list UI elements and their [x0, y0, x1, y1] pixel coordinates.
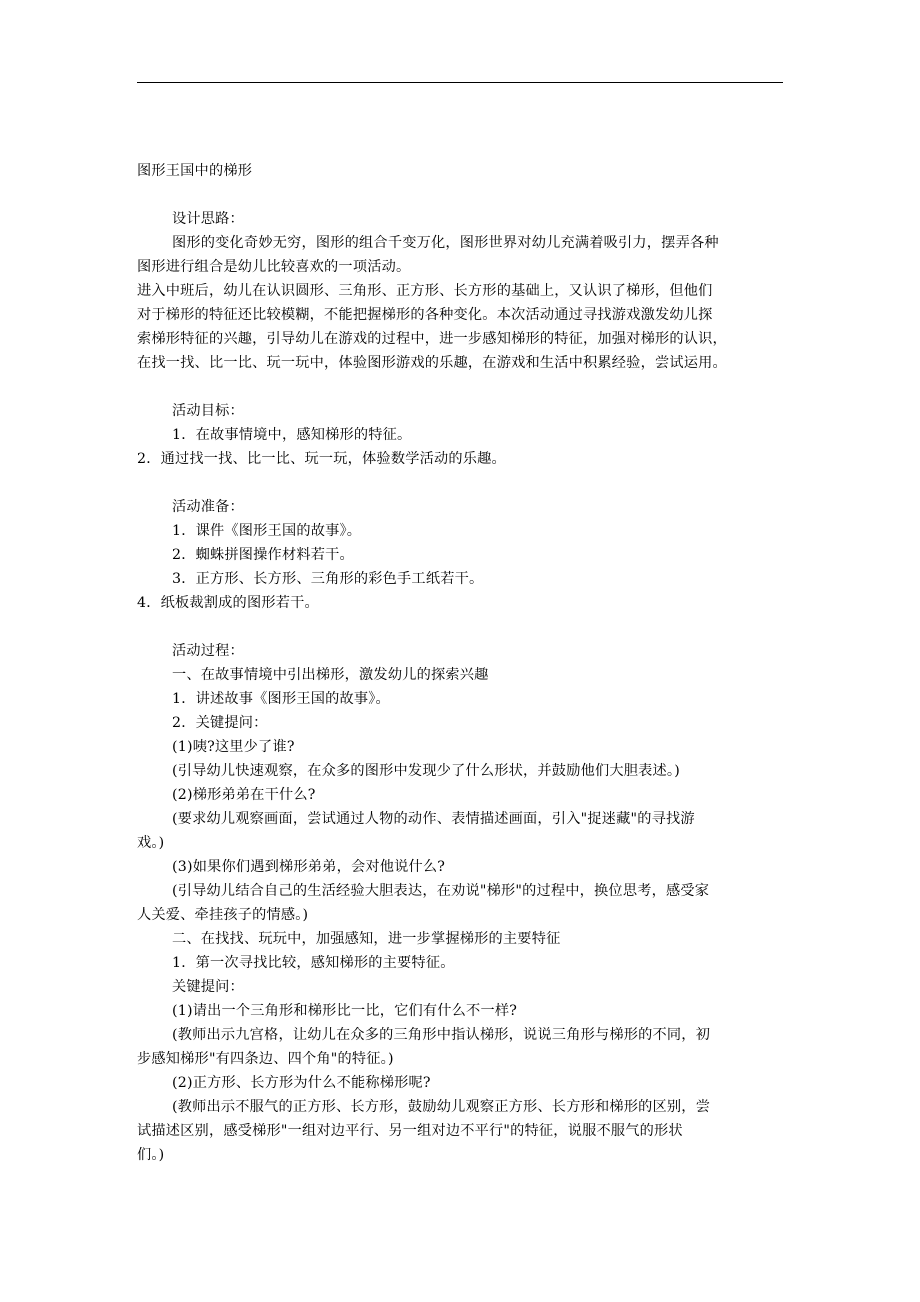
document-title: 图形王国中的梯形	[137, 163, 253, 179]
paragraph-line: 对于梯形的特征还比较模糊，不能把握梯形的各种变化。本次活动通过寻找游戏激发幼儿探	[137, 307, 713, 323]
document-body	[137, 159, 783, 1167]
list-item: 3．正方形、长方形、三角形的彩色手工纸若干。	[172, 571, 484, 587]
paragraph-line: 关键提问：	[172, 979, 244, 995]
paragraph-line: (1)咦?这里少了谁?	[172, 739, 295, 755]
section-heading-goals: 活动目标：	[172, 403, 244, 419]
paragraph-line: 索梯形特征的兴趣，引导幼儿在游戏的过程中，进一步感知梯形的特征，加强对梯形的认识，	[137, 331, 727, 347]
paragraph-line: (引导幼儿结合自己的生活经验大胆表达，在劝说"梯形"的过程中，换位思考，感受家	[172, 883, 710, 899]
paragraph-line: 步感知梯形"有四条边、四个角"的特征。)	[137, 1051, 394, 1067]
paragraph-line: 1．第一次寻找比较，感知梯形的主要特征。	[172, 955, 455, 971]
list-item: 1．在故事情境中，感知梯形的特征。	[172, 427, 412, 443]
paragraph-line: (要求幼儿观察画面，尝试通过人物的动作、表情描述画面，引入"捉迷藏"的寻找游	[172, 811, 695, 827]
paragraph-line: 在找一找、比一比、玩一玩中，体验图形游戏的乐趣，在游戏和生活中积累经验，尝试运用。	[137, 355, 727, 371]
paragraph-line: 2．关键提问：	[172, 715, 268, 731]
paragraph-line: (1)请出一个三角形和梯形比一比，它们有什么不一样?	[172, 1003, 518, 1019]
paragraph-line: (2)梯形弟弟在干什么?	[172, 787, 316, 803]
paragraph-line: 人关爱、牵挂孩子的情感。)	[137, 907, 309, 923]
list-item: 1．课件《图形王国的故事》。	[172, 523, 362, 539]
section-heading-design: 设计思路：	[172, 211, 244, 227]
paragraph-line: 图形进行组合是幼儿比较喜欢的一项活动。	[137, 259, 411, 275]
section-heading-process: 活动过程：	[172, 643, 244, 659]
list-item: 2．蜘蛛拼图操作材料若干。	[172, 547, 354, 563]
paragraph-line: 试描述区别，感受梯形"一组对边平行、另一组对边不平行"的特征，说服不服气的形状	[137, 1123, 683, 1139]
paragraph-line: 1．讲述故事《图形王国的故事》。	[172, 691, 390, 707]
section-heading-preparation: 活动准备：	[172, 499, 244, 515]
paragraph-line: 戏。)	[137, 835, 165, 851]
paragraph-line: 一、在故事情境中引出梯形，激发幼儿的探索兴趣	[172, 667, 489, 683]
list-item: 4．纸板裁割成的图形若干。	[137, 595, 319, 611]
paragraph-line: (3)如果你们遇到梯形弟弟，会对他说什么?	[172, 859, 446, 875]
paragraph-line: (教师出示九宫格，让幼儿在众多的三角形中指认梯形，说说三角形与梯形的不同，初	[172, 1027, 711, 1043]
paragraph-line: 二、在找找、玩玩中，加强感知，进一步掌握梯形的主要特征	[172, 931, 561, 947]
paragraph-line: (2)正方形、长方形为什么不能称梯形呢?	[172, 1075, 431, 1091]
paragraph-line: (教师出示不服气的正方形、长方形，鼓励幼儿观察正方形、长方形和梯形的区别，尝	[172, 1099, 711, 1115]
list-item: 2．通过找一找、比一比、玩一玩，体验数学活动的乐趣。	[137, 451, 506, 467]
header-rule	[137, 82, 783, 83]
paragraph-line: (引导幼儿快速观察，在众多的图形中发现少了什么形状，并鼓励他们大胆表述。)	[172, 763, 680, 779]
paragraph-line: 们。)	[137, 1147, 165, 1163]
paragraph-line: 图形的变化奇妙无穷，图形的组合千变万化，图形世界对幼儿充满着吸引力，摆弄各种	[172, 235, 719, 251]
paragraph-line: 进入中班后，幼儿在认识圆形、三角形、正方形、长方形的基础上，又认识了梯形，但他们	[137, 283, 713, 299]
